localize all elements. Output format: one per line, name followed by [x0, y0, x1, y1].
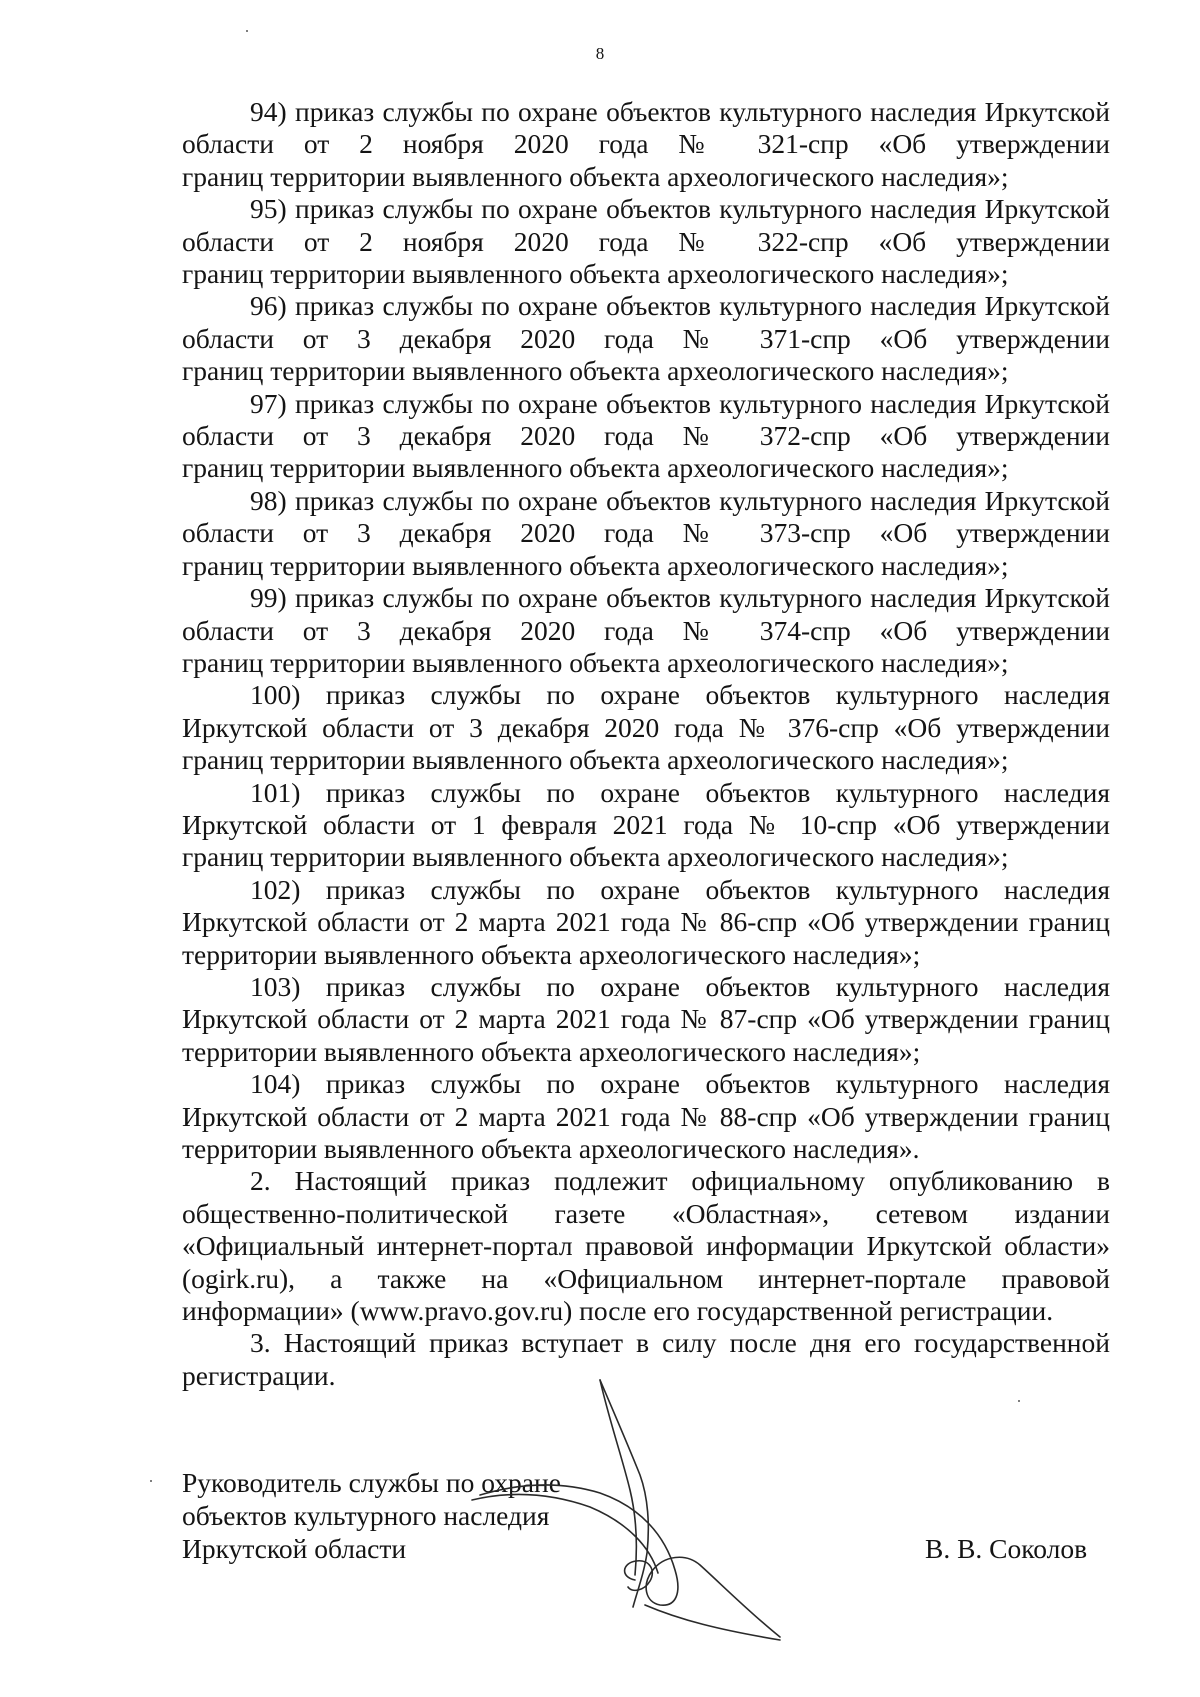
list-item-104 — [182, 1068, 1110, 1133]
list-item-103 — [182, 971, 1110, 1036]
clause-3-text: 3. Настоящий приказ вступает в силу после дня его государственной — [250, 1327, 1110, 1359]
item-102-text: 102) приказ службы по охране объектов культурного наследия Иркутской области от 2 марта 2021 года № 86-спр «Об утверждении границ — [182, 873, 1110, 938]
list-item-101 — [182, 777, 1110, 842]
item-99-tail: границ территории выявленного объекта археологического наследия»; — [182, 646, 1009, 678]
item-100-text: 100) приказ службы по охране объектов культурного наследия Иркутской области от 3 декабря 2020 года № 376-спр «Об утверждении — [182, 679, 1110, 743]
list-item-97 — [182, 388, 1110, 453]
list-item-94 — [182, 96, 1110, 161]
item-102-tail: территории выявленного объекта археологического наследия»; — [182, 938, 921, 970]
scan-speck — [1018, 1400, 1020, 1402]
list-item-100 — [182, 679, 1110, 744]
signer-name: В. В. Соколов — [925, 1533, 1088, 1564]
item-96-tail: границ территории выявленного объекта археологического наследия»; — [182, 355, 1009, 387]
item-94-tail: границ территории выявленного объекта археологического наследия»; — [182, 160, 1009, 192]
document-body — [182, 96, 1110, 1392]
signer-position-line-2: объектов культурного наследия — [182, 1500, 550, 1531]
item-98-text: 98) приказ службы по охране объектов культурного наследия Иркутской области от 3 декабря 2020 года № 373-спр «Об утверждении — [182, 484, 1110, 549]
scan-speck — [150, 1480, 152, 1482]
signer-position-line-3: Иркутской области — [182, 1533, 407, 1564]
item-97-tail: границ территории выявленного объекта археологического наследия»; — [182, 452, 1009, 484]
item-100-tail: границ территории выявленного объекта археологического наследия»; — [182, 744, 1009, 776]
item-98-tail: границ территории выявленного объекта археологического наследия»; — [182, 549, 1009, 581]
list-item-102 — [182, 874, 1110, 939]
item-96-text: 96) приказ службы по охране объектов культурного наследия Иркутской области от 3 декабря 2020 года № 371-спр «Об утверждении — [182, 290, 1110, 354]
clause-2 — [182, 1165, 1110, 1295]
item-104-tail: территории выявленного объекта археологического наследия». — [182, 1133, 920, 1164]
page-number: 8 — [595, 44, 605, 63]
signer-position-line-1: Руководитель службы по охране — [182, 1467, 561, 1498]
handwritten-signature — [450, 1375, 870, 1665]
clause-3-tail: регистрации. — [182, 1359, 336, 1391]
item-103-text: 103) приказ службы по охране объектов культурного наследия Иркутской области от 2 марта 2021 года № 87-спр «Об утверждении границ — [182, 970, 1110, 1035]
item-95-tail: границ территории выявленного объекта археологического наследия»; — [182, 258, 1009, 290]
item-99-text: 99) приказ службы по охране объектов культурного наследия Иркутской области от 3 декабря 2020 года № 374-спр «Об утверждении — [182, 582, 1110, 646]
item-94-text: 94) приказ службы по охране объектов культурного наследия Иркутской области от 2 ноября 2020 года № 321-спр «Об утверждении — [182, 96, 1110, 160]
item-103-tail: территории выявленного объекта археологического наследия»; — [182, 1035, 921, 1067]
clause-3 — [182, 1327, 1110, 1359]
item-95-text: 95) приказ службы по охране объектов культурного наследия Иркутской области от 2 ноября 2020 года № 322-спр «Об утверждении — [182, 193, 1110, 257]
clause-2-tail: информации» (www.pravo.gov.ru) после его государственной регистрации. — [182, 1295, 1054, 1327]
scan-speck — [246, 30, 248, 32]
item-104-text: 104) приказ службы по охране объектов культурного наследия Иркутской области от 2 марта 2021 года № 88-спр «Об утверждении границ — [182, 1068, 1110, 1132]
item-97-text: 97) приказ службы по охране объектов культурного наследия Иркутской области от 3 декабря 2020 года № 372-спр «Об утверждении — [182, 387, 1110, 452]
item-101-tail: границ территории выявленного объекта археологического наследия»; — [182, 841, 1009, 873]
clause-2-text: 2. Настоящий приказ подлежит официальному опубликованию в общественно-политической газете «Областная», сетевом издании «Официальный интернет-портал правовой информации Иркутской области» (ogirk.ru), а также на «Официальном интернет-портале правовой — [182, 1165, 1110, 1294]
list-item-96 — [182, 290, 1110, 355]
list-item-98 — [182, 485, 1110, 550]
list-item-99 — [182, 582, 1110, 647]
list-item-95 — [182, 193, 1110, 258]
item-101-text: 101) приказ службы по охране объектов культурного наследия Иркутской области от 1 февраля 2021 года № 10-спр «Об утверждении — [182, 776, 1110, 840]
